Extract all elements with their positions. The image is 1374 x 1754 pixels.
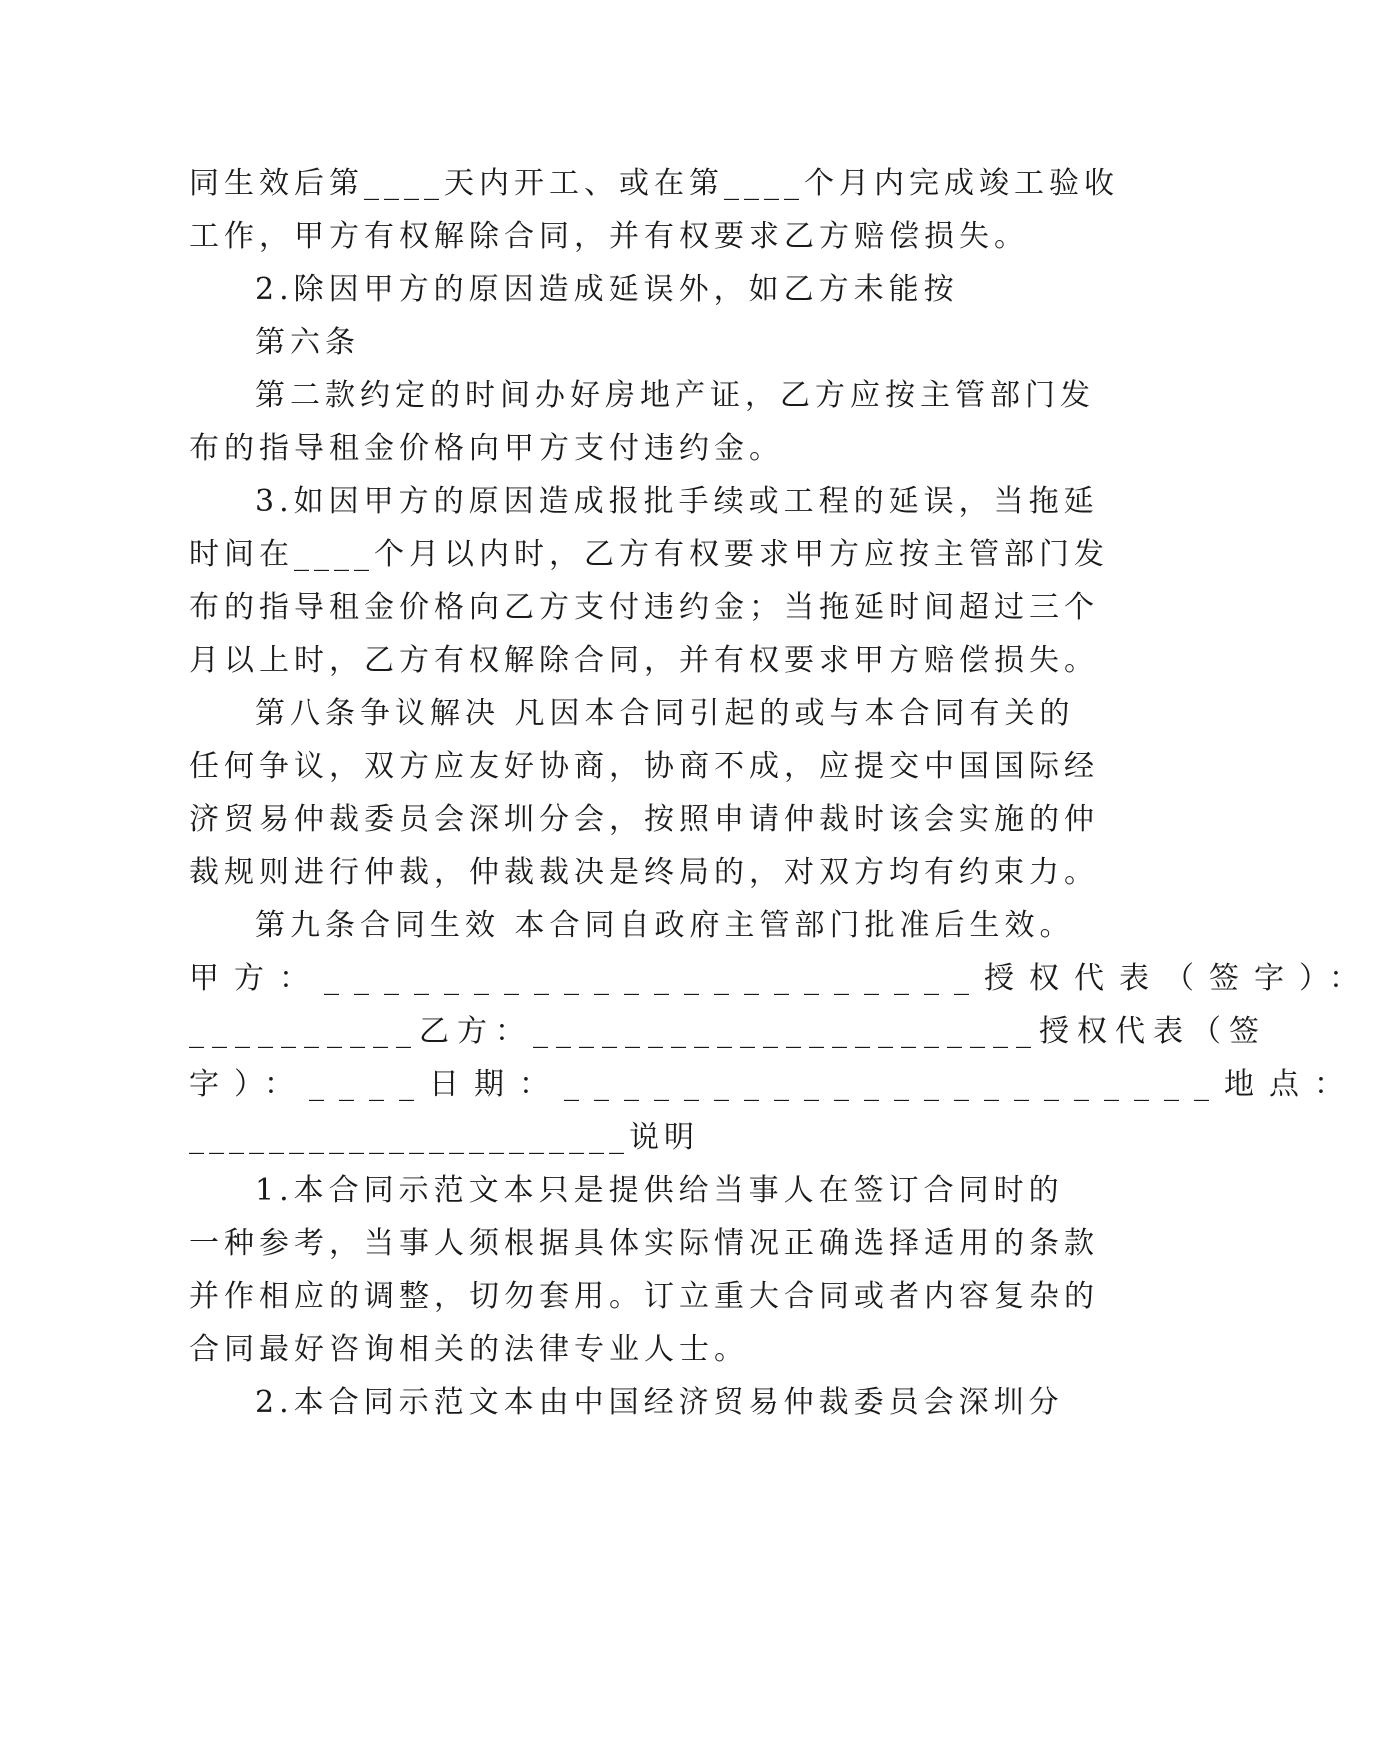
signature-line: ______________________说明 <box>189 1120 699 1155</box>
text-line: 布的指导租金价格向甲方支付违约金。 <box>189 431 784 466</box>
text-line: 一种参考，当事人须根据具体实际情况正确选择适用的条款 <box>189 1226 1099 1261</box>
signature-line: 字）：____日期：______________________地点： <box>189 1067 1359 1102</box>
signature-line: __________乙方：______________________授权代表（签 <box>189 1014 1267 1049</box>
signature-line: 甲方：______________________授权代表（签字）： <box>189 961 1374 996</box>
text-line: 布的指导租金价格向乙方支付违约金；当拖延时间超过三个 <box>189 590 1099 625</box>
text-line: 第八条争议解决 凡因本合同引起的或与本合同有关的 <box>255 696 1075 731</box>
text-line: 任何争议，双方应友好协商，协商不成，应提交中国国际经 <box>189 749 1099 784</box>
text-line: 第二款约定的时间办好房地产证，乙方应按主管部门发 <box>255 378 1095 413</box>
text-line: 合同最好咨询相关的法律专业人士。 <box>189 1332 749 1367</box>
section-heading: 第六条 <box>255 325 360 360</box>
text-line: 第九条合同生效 本合同自政府主管部门批准后生效。 <box>255 908 1075 943</box>
text-line: 工作，甲方有权解除合同，并有权要求乙方赔偿损失。 <box>189 219 1029 254</box>
text-line: 2.除因甲方的原因造成延误外，如乙方未能按 <box>255 272 959 307</box>
text-line: 2.本合同示范文本由中国经济贸易仲裁委员会深圳分 <box>255 1385 1064 1420</box>
text-line: 裁规则进行仲裁，仲裁裁决是终局的，对双方均有约束力。 <box>189 855 1099 890</box>
text-line: 3.如因甲方的原因造成报批手续或工程的延误，当拖延 <box>255 484 1099 519</box>
text-line: 济贸易仲裁委员会深圳分会，按照申请仲裁时该会实施的仲 <box>189 802 1099 837</box>
text-line: 同生效后第____天内开工、或在第____个月内完成竣工验收 <box>189 166 1119 201</box>
text-line: 时间在____个月以内时，乙方有权要求甲方应按主管部门发 <box>189 537 1109 572</box>
text-line: 1.本合同示范文本只是提供给当事人在签订合同时的 <box>255 1173 1064 1208</box>
text-line: 并作相应的调整，切勿套用。订立重大合同或者内容复杂的 <box>189 1279 1099 1314</box>
text-line: 月以上时，乙方有权解除合同，并有权要求甲方赔偿损失。 <box>189 643 1099 678</box>
